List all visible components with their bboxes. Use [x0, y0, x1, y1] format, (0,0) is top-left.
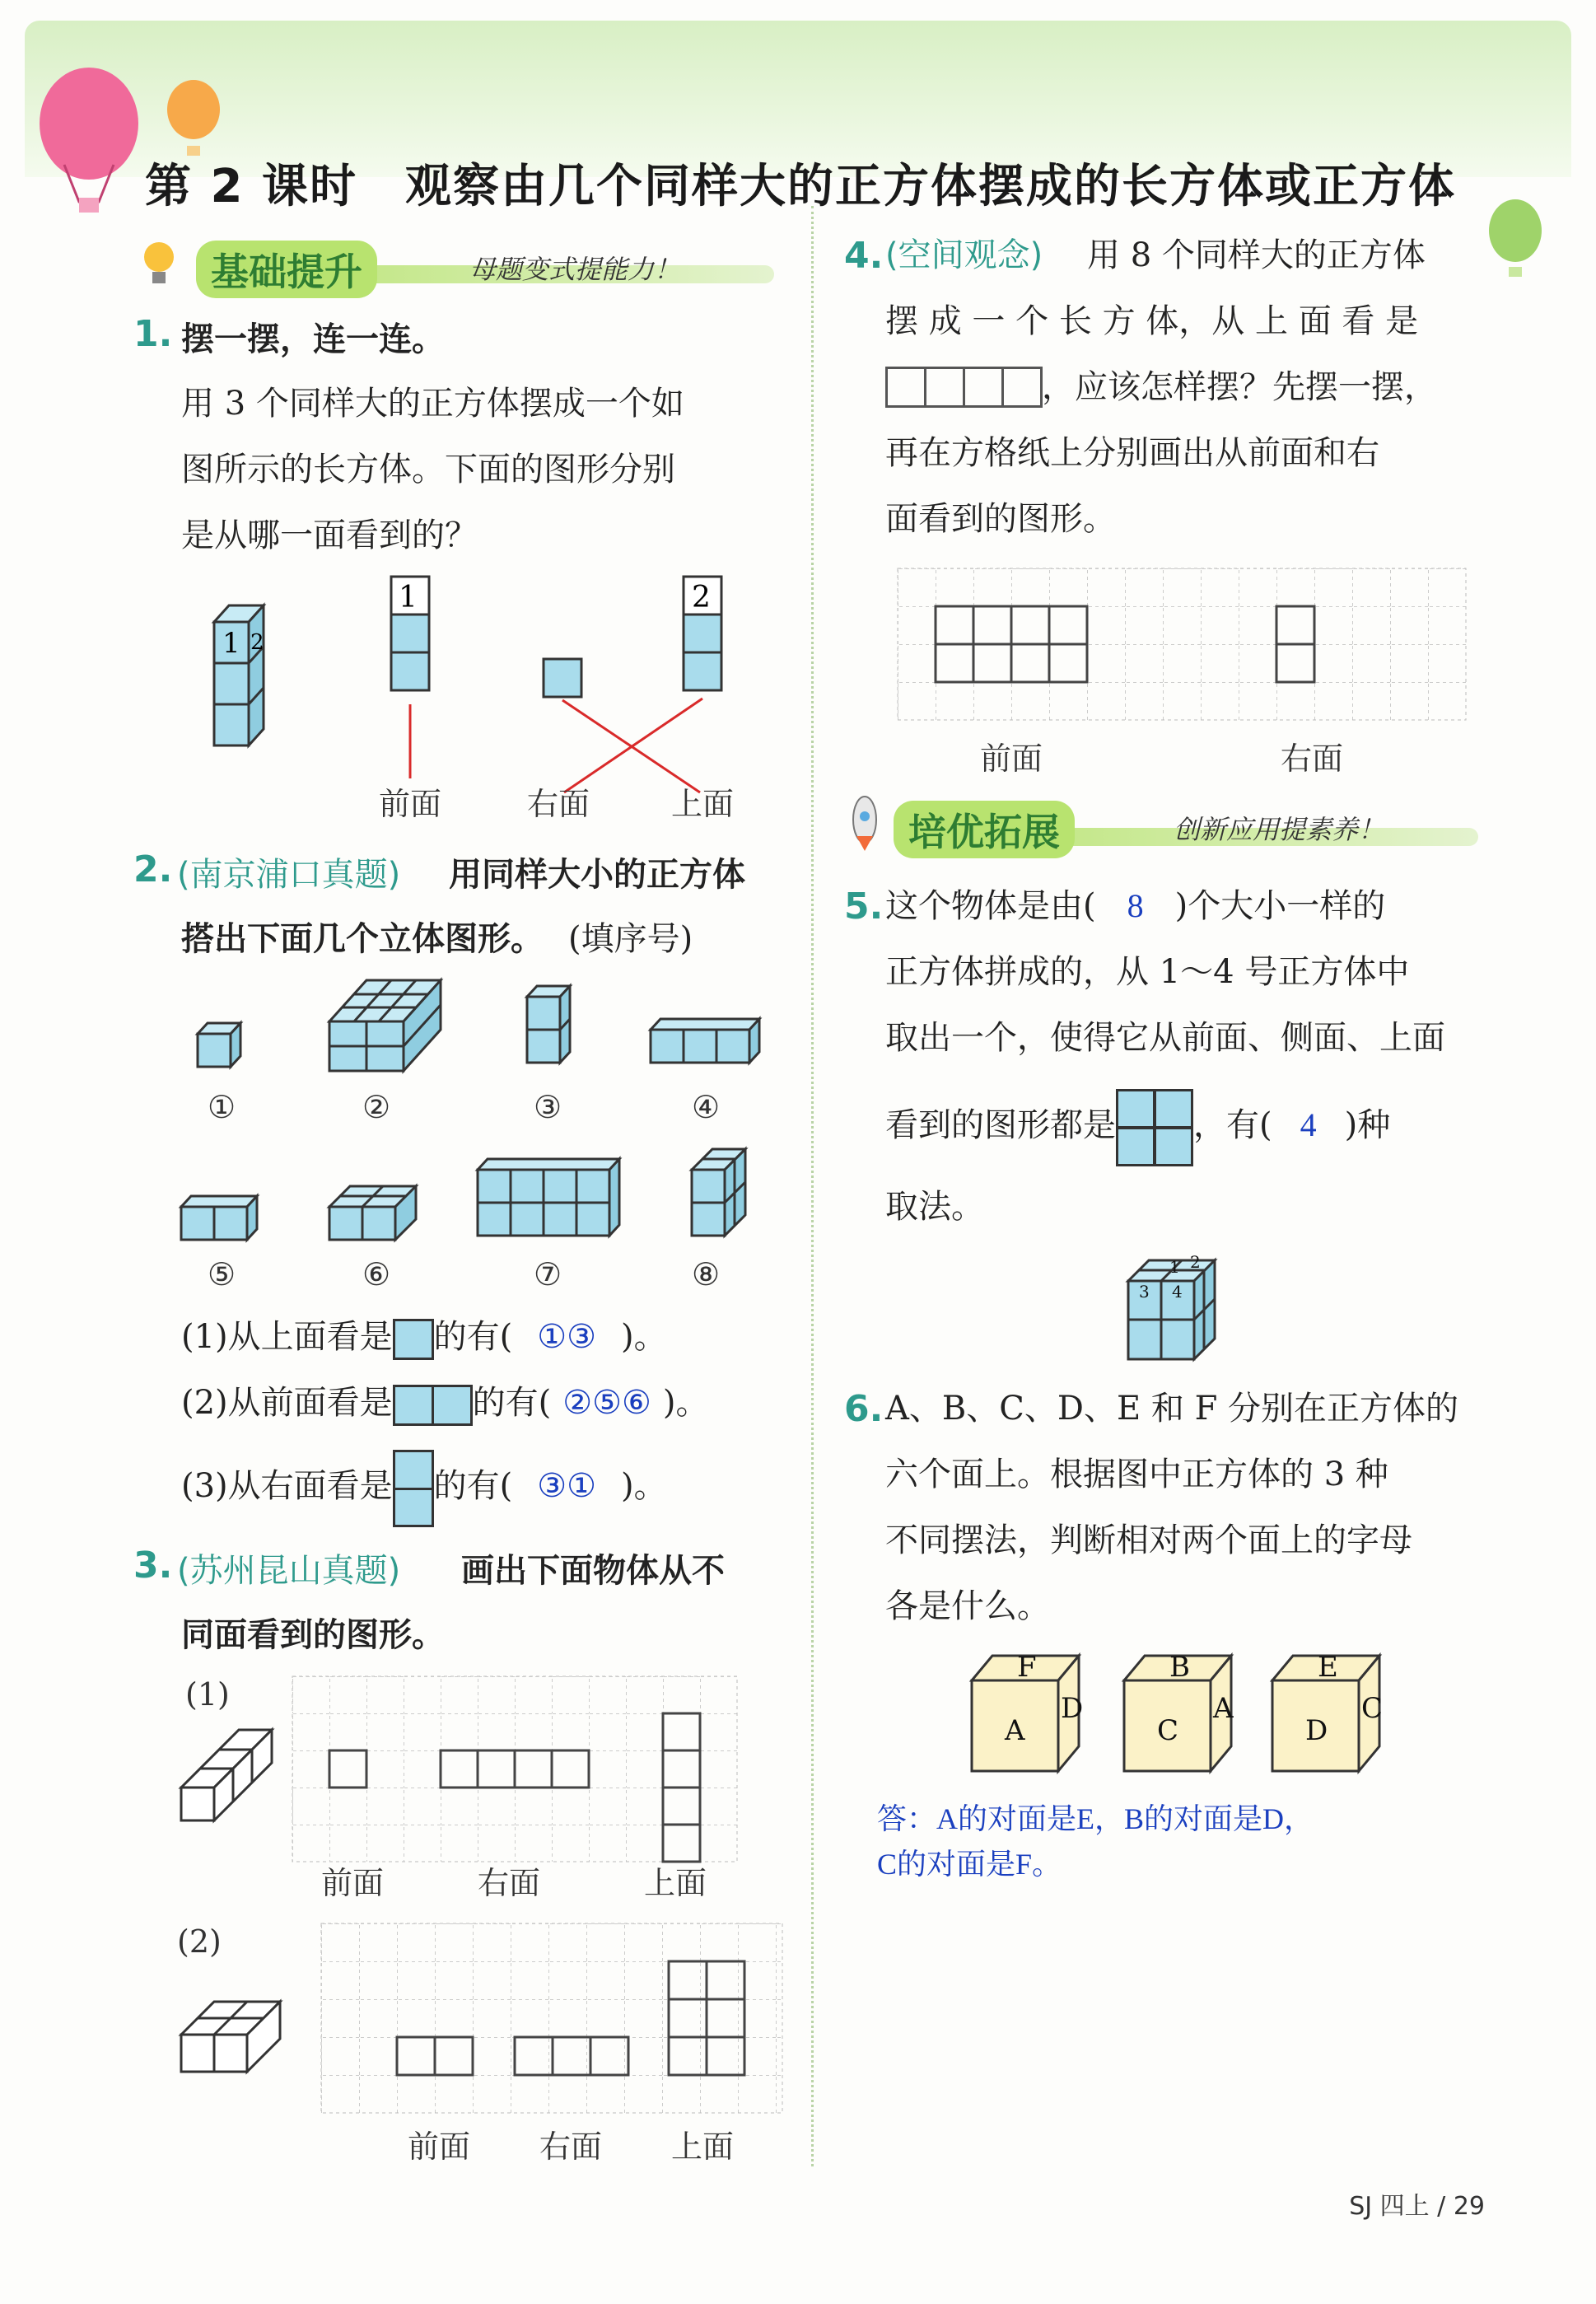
question-title: 用同样大小的正方体 — [449, 856, 745, 894]
question-line: 图所示的长方体。下面的图形分别 — [181, 451, 675, 488]
question-line: 正方体拼成的，从 1～4 号正方体中 — [885, 953, 1410, 991]
face-letter: D — [1061, 1692, 1084, 1725]
question-number: 3. — [133, 1545, 173, 1587]
question-line: 搭出下面几个立体图形。 — [181, 920, 544, 958]
face-letter: D — [1305, 1714, 1328, 1747]
answer-text: ①③ — [537, 1318, 596, 1355]
view-label: 右面 — [1281, 741, 1344, 777]
q3-2-grid — [321, 1923, 782, 2121]
question-line: 面看到的图形。 — [885, 500, 1116, 538]
view-label: 上面 — [671, 2129, 735, 2165]
face-letter: C — [1157, 1714, 1179, 1747]
question-hint: (填序号) — [568, 920, 693, 958]
question-line: 取法。 — [885, 1188, 984, 1226]
vertical-square-icon — [393, 1450, 434, 1527]
question-line: 同面看到的图形。 — [181, 1616, 445, 1654]
cube-number: 1 — [1169, 1257, 1180, 1277]
cube-label: 1 — [222, 627, 240, 660]
question-line: 不同摆法，判断相对两个面上的字母 — [885, 1521, 1412, 1559]
q2-part3: (3)从右面看是 的有( ③① )。 — [181, 1450, 667, 1527]
face-letter: F — [1017, 1651, 1037, 1684]
answer-text: ③① — [537, 1467, 596, 1504]
view-label: 右面 — [478, 1865, 541, 1901]
shape-number: ⑧ — [692, 1256, 721, 1292]
face-letter: A — [1005, 1714, 1025, 1747]
q5-cube — [1124, 1248, 1256, 1372]
question-line: 各是什么。 — [885, 1587, 1050, 1625]
question-line: 六个面上。根据图中正方体的 3 种 — [885, 1456, 1388, 1493]
shape-number: ⑤ — [208, 1256, 236, 1292]
question-title: 画出下面物体从不 — [461, 1552, 725, 1590]
q3-1-grid — [292, 1676, 737, 1866]
balloon-icon — [1482, 198, 1548, 280]
question-number: 1. — [133, 313, 173, 355]
question-number: 6. — [844, 1388, 884, 1430]
question-line: A、B、C、D、E 和 F 分别在正方体的 — [885, 1390, 1459, 1428]
question-number: 2. — [133, 848, 173, 890]
question-line: 取出一个，使得它从前面、侧面、上面 — [885, 1019, 1445, 1057]
section-badge: 基础提升 — [196, 241, 377, 298]
page-title: 第 2 课时 观察由几个同样大的正方体摆成的长方体或正方体 — [145, 160, 1456, 213]
answer-text: ②⑤⑥ — [562, 1384, 651, 1421]
question-line: 用 3 个同样大的正方体摆成一个如 — [181, 385, 684, 423]
face-letter: E — [1318, 1651, 1338, 1684]
question-number: 4. — [844, 235, 884, 277]
section-badge: 培优拓展 — [894, 801, 1075, 858]
shape-number: ⑦ — [534, 1256, 562, 1292]
shape-number: ① — [208, 1089, 236, 1125]
question-source: (南京浦口真题) — [177, 856, 401, 894]
cube-number: 2 — [1190, 1252, 1201, 1272]
question-line: 是从哪一面看到的？ — [181, 516, 478, 554]
shape-number: ② — [362, 1089, 391, 1125]
q6-cubes — [968, 1647, 1412, 1779]
question-line: 这个物体是由( 8 )个大小一样的 — [885, 887, 1386, 925]
view-label: 前面 — [980, 741, 1043, 777]
view-label-top: 上面 — [671, 786, 735, 822]
shape-number: ③ — [534, 1089, 562, 1125]
view-label: 2 — [692, 581, 711, 615]
question-line: 看到的图形都是 ，有( 4 )种 — [885, 1089, 1390, 1166]
face-letter: C — [1361, 1692, 1384, 1725]
q3-1-object — [177, 1726, 292, 1833]
question-line: 用 8 个同样大的正方体 — [1087, 236, 1426, 274]
section-tagline: 创新应用提素养！ — [1174, 814, 1385, 845]
rocket-icon — [844, 795, 885, 853]
view-label: 前面 — [408, 2129, 471, 2165]
four-grid-icon — [1116, 1089, 1193, 1166]
balloon-icon — [161, 78, 226, 161]
cube-number: 3 — [1139, 1282, 1150, 1302]
answer-text: 8 — [1127, 887, 1144, 924]
cube-label: 2 — [250, 630, 264, 655]
question-line: 摆 成 一 个 长 方 体，从 上 面 看 是 — [885, 302, 1419, 340]
square-icon — [393, 1319, 434, 1360]
q3-2-object — [177, 1989, 317, 2088]
four-square-icon — [885, 367, 1043, 408]
view-label: 1 — [399, 581, 418, 615]
face-letter: B — [1169, 1651, 1190, 1684]
view-label-right: 右面 — [527, 786, 590, 822]
part-label: (1) — [185, 1676, 230, 1713]
question-line: ，应该怎样摆？先摆一摆， — [1042, 368, 1437, 406]
question-source: (空间观念) — [885, 236, 1043, 274]
q2-part1: (1)从上面看是 的有( ①③ )。 — [181, 1304, 667, 1370]
shape-number: ⑥ — [362, 1256, 391, 1292]
question-source: (苏州昆山真题) — [177, 1552, 401, 1590]
cube-number: 4 — [1172, 1282, 1183, 1302]
q2-shapes — [165, 972, 791, 1302]
question-title: 摆一摆，连一连。 — [181, 320, 445, 358]
view-label: 前面 — [321, 1865, 385, 1901]
page-footer: SJ 四上 / 29 — [1349, 2192, 1485, 2221]
balloon-icon — [31, 66, 147, 214]
q6-answer-line1: 答：A的对面是E，B的对面是D， — [877, 1802, 1314, 1835]
q2-part2: (2)从前面看是 的有( ②⑤⑥ )。 — [181, 1370, 708, 1436]
view-label: 上面 — [644, 1865, 707, 1901]
face-letter: A — [1213, 1692, 1234, 1725]
q4-grid — [898, 568, 1474, 733]
section-tagline: 母题变式提能力！ — [469, 254, 681, 285]
q6-answer-line2: C的对面是F。 — [877, 1848, 1062, 1881]
part-label: (2) — [177, 1923, 222, 1960]
column-divider — [811, 206, 814, 2166]
shape-number: ④ — [692, 1089, 721, 1125]
question-line: 再在方格纸上分别画出从前面和右 — [885, 434, 1379, 472]
question-number: 5. — [844, 886, 884, 928]
lightbulb-icon — [138, 239, 180, 288]
two-square-icon — [393, 1385, 434, 1426]
view-label: 右面 — [539, 2129, 603, 2165]
view-label-front: 前面 — [379, 786, 442, 822]
answer-text: 4 — [1300, 1106, 1317, 1143]
